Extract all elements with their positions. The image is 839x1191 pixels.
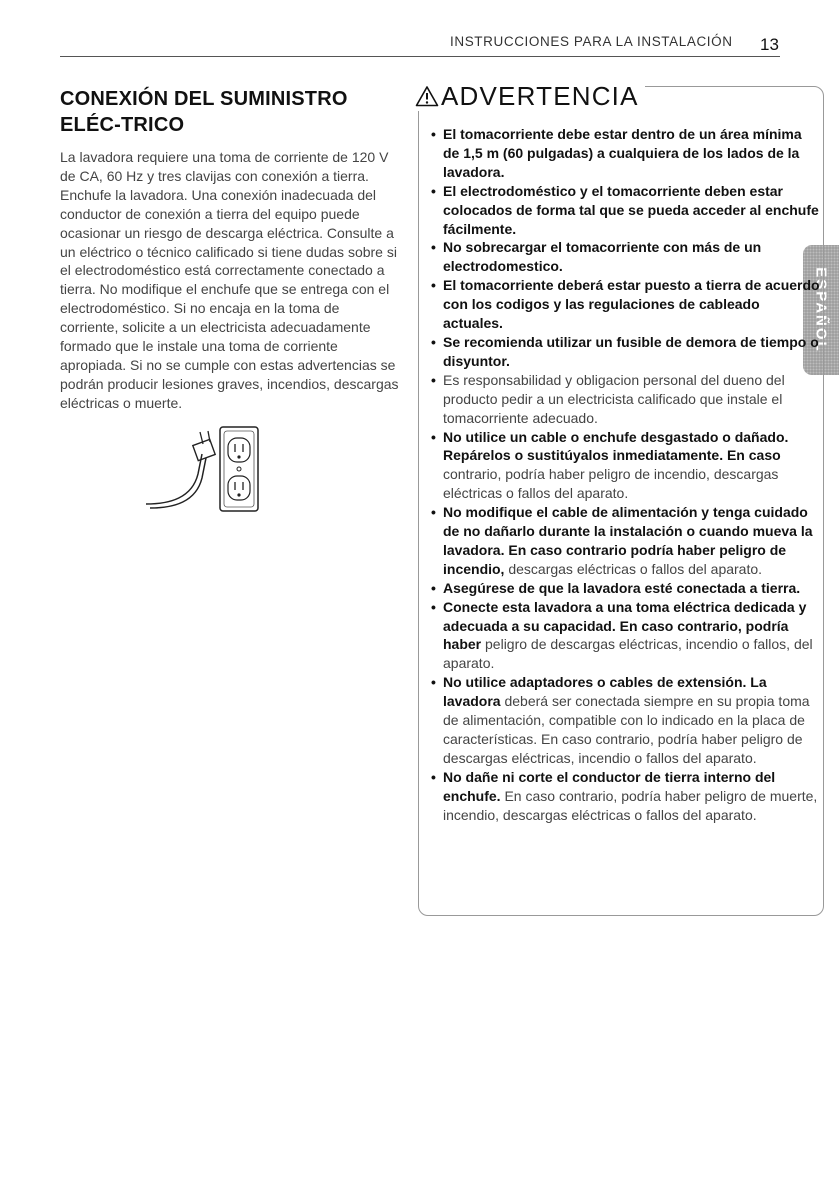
warning-box [418, 81, 824, 916]
warning-item: • No utilice un cable o enchufe desgastado o dañado. Repárelos o sustitúyalos inmediatamente. En caso contrario, podría haber peligro de incendio, descargas eléctricas o fallos del aparato. [431, 428, 821, 504]
grounded-outlet-illustration [140, 424, 270, 514]
electrical-connection-section [60, 86, 400, 413]
warning-item: • Se recomienda utilizar un fusible de demora de tiempo o disyuntor. [431, 333, 821, 371]
warning-triangle-icon [415, 85, 439, 107]
page-header-title: INSTRUCCIONES PARA LA INSTALACIÓN [450, 34, 733, 49]
warning-item: • No dañe ni corte el conductor de tierra interno del enchufe. En caso contrario, podría haber peligro de muerte, incendio, descargas eléctricas o fallos del aparato. [431, 768, 821, 825]
page-number: 13 [760, 35, 779, 54]
warning-heading [413, 81, 645, 111]
warning-item: • El electrodoméstico y el tomacorriente deben estar colocados de forma tal que se pueda acceder al enchufe fácilmente. [431, 182, 821, 239]
section-body: La lavadora requiere una toma de corriente de 120 V de CA, 60 Hz y tres clavijas con conexión a tierra. Enchufe la lavadora. Una conexión inadecuada del conductor de conexión a tierra del equipo puede ocasionar un riesgo de descarga eléctrica. Consulte a un eléctrico o técnico calificado si tiene dudas sobre si el electrodoméstico está correctamente conectado a tierra. No modifique el enchufe que se entrega con el electrodoméstico. Si no encaja en la toma de corriente, solicite a un electricista adecuadamente formado que le instale una toma de corriente apropiada. Si no se cumple con estas advertencias se podrán producir lesiones graves, incendios, descargas eléctricas o muerte. [60, 149, 399, 411]
warning-item: • No sobrecargar el tomacorriente con más de un electrodomestico. [431, 238, 821, 276]
section-title: CONEXIÓN DEL SUMINISTRO ELÉC-TRICO [60, 88, 348, 136]
warning-heading-label: ADVERTENCIA [441, 81, 639, 111]
warning-item: • El tomacorriente debe estar dentro de un área mínima de 1,5 m (60 pulgadas) a cualquiera de los lados de la lavadora. [431, 125, 821, 182]
warning-item: • No utilice adaptadores o cables de extensión. La lavadora deberá ser conectada siempre en su propia toma de alimentación, compatible con lo indicado en la placa de características. En caso contrario, podría haber peligro de descargas eléctricas, incendio o fallos del aparato. [431, 673, 821, 768]
warning-item: • Conecte esta lavadora a una toma eléctrica dedicada y adecuada a su capacidad. En caso contrario, podría haber peligro de descargas eléctricas, incendio o fallos, del aparato. [431, 598, 821, 674]
warning-item: • No modifique el cable de alimentación y tenga cuidado de no dañarlo durante la instalación o cuando mueva la lavadora. En caso contrario podría haber peligro de incendio, descargas eléctricas o fallos del aparato. [431, 503, 821, 579]
warning-list [431, 125, 821, 825]
warning-item: • Asegúrese de que la lavadora esté conectada a tierra. [431, 579, 821, 598]
language-tab-label: ESPAÑOL [812, 267, 830, 353]
header-divider [60, 56, 780, 57]
warning-item: • El tomacorriente deberá estar puesto a tierra de acuerdo con los codigos y las regulaciones de cableado actuales. [431, 276, 821, 333]
warning-item: • Es responsabilidad y obligacion personal del dueno del producto pedir a un electricista calificado que instale el tomacorriente adecuado. [431, 371, 821, 428]
